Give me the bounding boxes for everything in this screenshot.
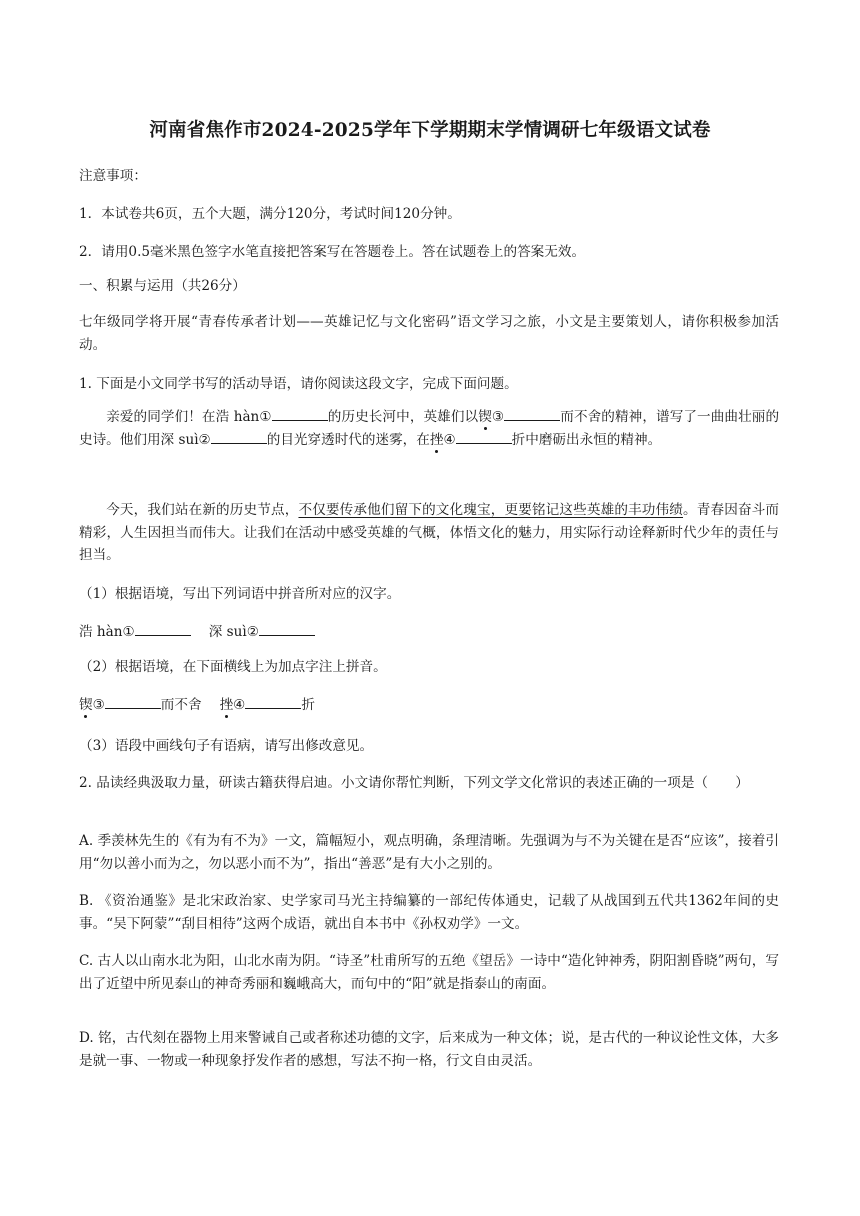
dotted-char-cuo-2: 挫 [219, 697, 234, 713]
word-er-bu-she: 而不舍 [160, 697, 202, 713]
notice-item-2: 2．请用0.5毫米黑色签字水笔直接把答案写在答题卷上。答在试题卷上的答案无效。 [79, 244, 586, 260]
option-c: C. 古人以山南水北为阳，山北水南为阴。“诗圣”杜甫所写的五绝《望岳》一诗中“造化钟神秀，阴阳割昏晓”两句，写出了近望中所见泰山的神奇秀丽和巍峨高大，而句中的“阳”就是指泰山的南面。 [79, 953, 779, 992]
answer-blank-3 [105, 694, 161, 709]
p1-text-h: ④ [443, 431, 456, 448]
sub-question-2-label: （2）根据语境，在下面横线上为加点字注上拼音。 [79, 659, 387, 675]
p1-text-b: 的历史长河中，英雄们以 [327, 409, 479, 425]
dotted-char-qie-2: 锲 [79, 697, 93, 713]
option-d: D. 铭，古代刻在器物上用来警诫自己或者称述功德的文字，后来成为一种文体；说，是古代的一种议论性文体，大多是就一事、一物或一种现象抒发作者的感想，写法不拘一格，行文自由灵活。 [79, 1030, 779, 1069]
section-1-heading: 一、积累与运用（共26分） [79, 278, 246, 294]
p1-text-i: 折中磨砺出永恒的精神。 [511, 431, 662, 448]
p1-text-a: 亲爱的同学们！在浩 hàn① [106, 409, 272, 425]
notice-item-1: 1．本试卷共6页，五个大题，满分120分，考试时间120分钟。 [79, 206, 461, 222]
exam-title: 河南省焦作市2024-2025学年下学期期末学情调研七年级语文试卷 [149, 120, 711, 141]
sub-question-3: （3）语段中画线句子有语病，请写出修改意见。 [79, 738, 374, 754]
notice-heading: 注意事项： [79, 168, 147, 184]
dotted-char-qie: 锲 [478, 409, 492, 425]
sub-question-1-label: （1）根据语境，写出下列词语中拼音所对应的汉字。 [79, 586, 401, 602]
question-2-stem: 2. 品读经典汲取力量，研读古籍获得启迪。小文请你帮忙判断，下列文学文化常识的表述正确的一项是（ ） [79, 775, 749, 791]
word-zhe: 折 [301, 697, 315, 713]
sub-question-1-answer-line [79, 621, 779, 642]
question-1-stem: 1. 下面是小文同学书写的活动导语，请你阅读这段文字，完成下面问题。 [79, 376, 518, 392]
dotted-char-cuo: 挫 [429, 431, 444, 448]
blank-1 [272, 406, 328, 421]
marker-3: ③ [92, 697, 105, 713]
answer-blank-1 [135, 621, 191, 636]
section-1-intro: 七年级同学将开展“青春传承者计划——英雄记忆与文化密码”语文学习之旅，小文是主要策划人，请你积极参加活动。 [79, 314, 779, 353]
blank-4 [456, 429, 512, 444]
activity-intro-paragraph-2 [79, 499, 779, 567]
option-b: B. 《资治通鉴》是北宋政治家、史学家司马光主持编纂的一部纪传体通史，记载了从战国到五代共1362年间的史事。“吴下阿蒙”“刮目相待”这两个成语，就出自本书中《孙权劝学》一文。 [79, 893, 779, 932]
word-hao-han: 浩 hàn① [79, 624, 135, 640]
answer-blank-2 [259, 621, 315, 636]
word-shen-sui: 深 suì② [208, 624, 259, 640]
activity-intro-paragraph-1 [79, 406, 779, 451]
blank-3 [504, 406, 560, 421]
underlined-sentence: 不仅要传承他们留下的文化瑰宝，更要铭记这些英雄的丰功伟绩 [298, 502, 684, 518]
marker-4: ④ [233, 697, 246, 713]
p1-text-f: 的目光穿透时代的迷雾，在 [266, 431, 430, 448]
p1-text-e: 而不舍的精神，谱写了一曲曲壮丽的史诗。他们用深 suì② [79, 409, 780, 448]
p2-text-b: 。青春因奋斗而精彩，人生因担当而伟大。让我们在活动中感受英雄的气概，体悟文化的魅力，用实际行动诠释新时代少年的责任与担当。 [79, 502, 780, 563]
p1-text-d: ③ [491, 409, 505, 425]
answer-blank-4 [245, 694, 301, 709]
p2-text-a: 今天，我们站在新的历史节点， [106, 502, 299, 518]
option-a: A. 季羡林先生的《有为有不为》一文，篇幅短小，观点明确，条理清晰。先强调为与不为关键在是否“应该”，接着引用“勿以善小而为之，勿以恶小而不为”，指出“善恶”是有大小之别的。 [79, 833, 779, 872]
blank-2 [211, 429, 267, 444]
sub-question-2-answer-line [79, 694, 779, 715]
